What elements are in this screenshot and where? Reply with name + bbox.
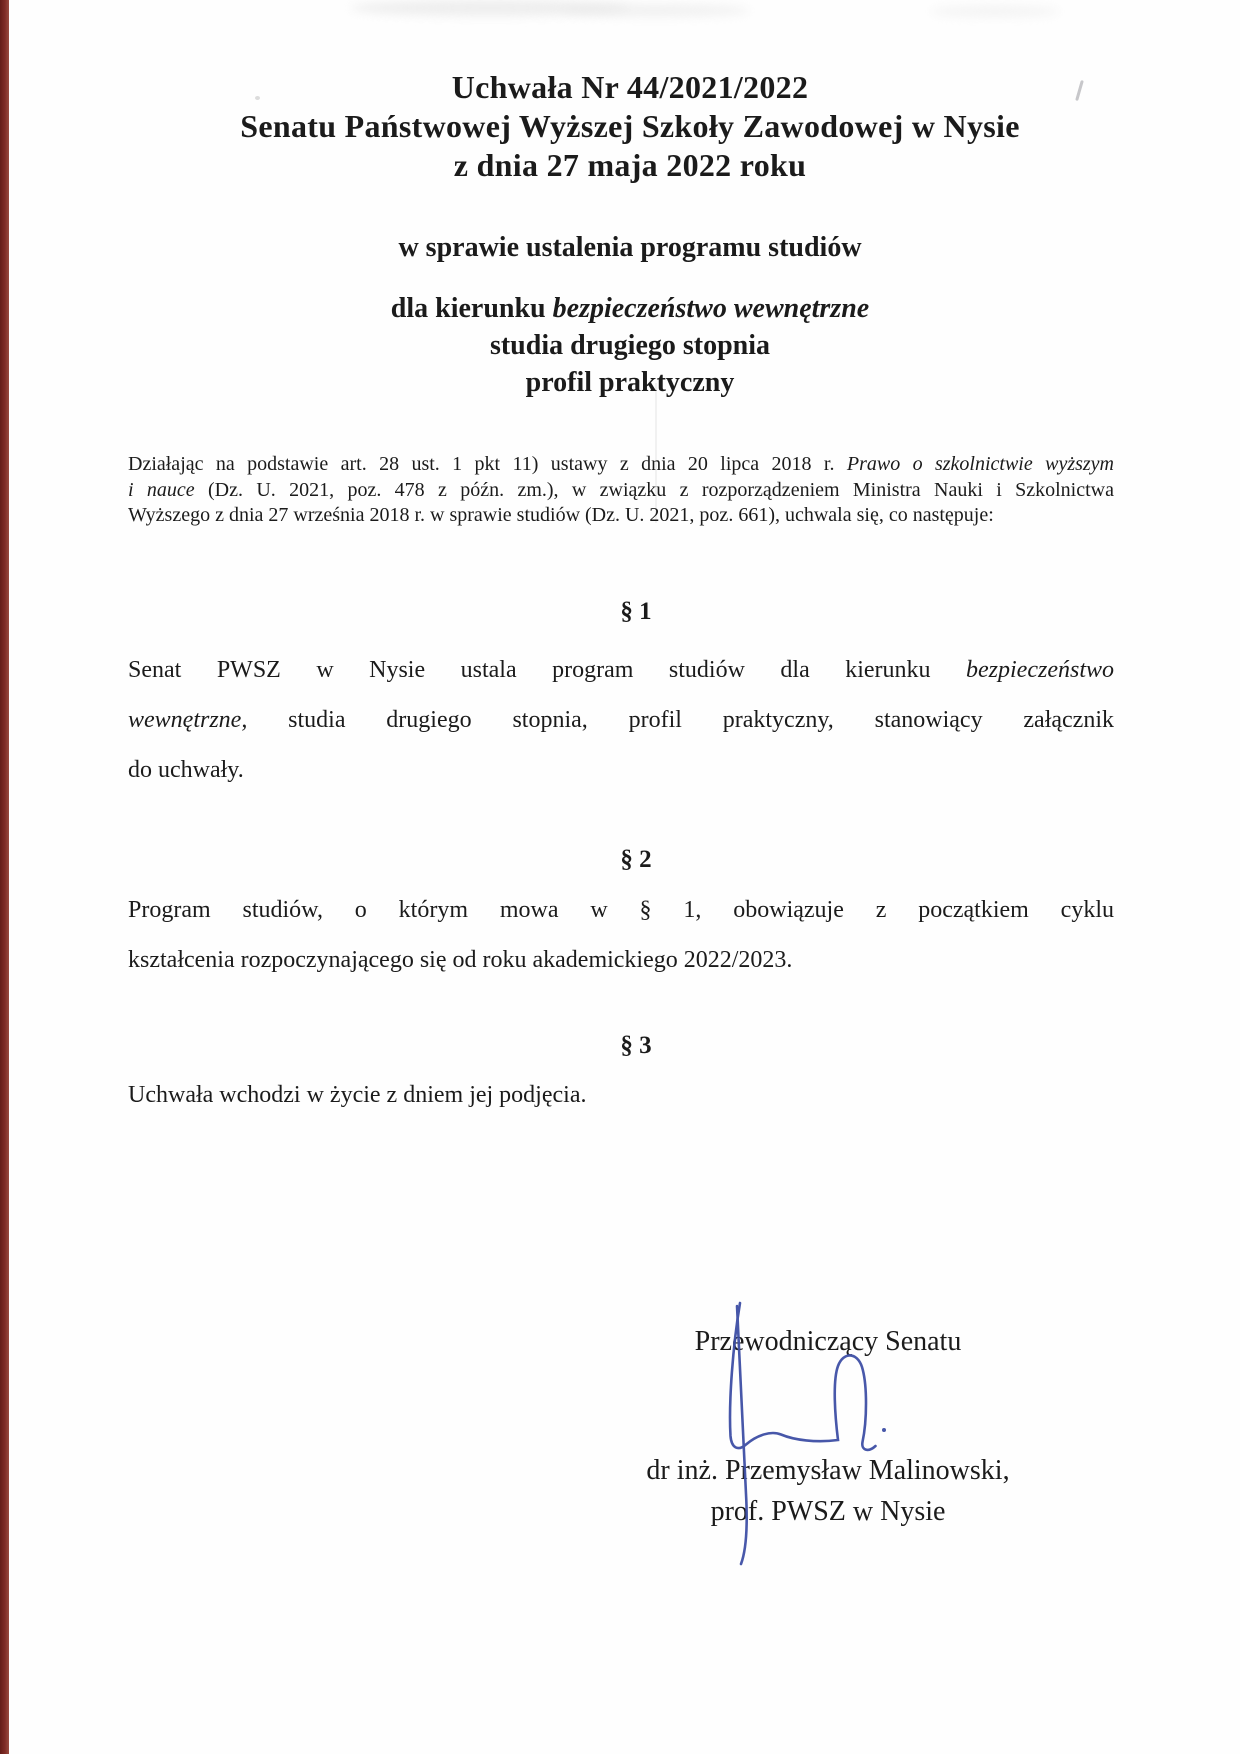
- paragraph-text: studia drugiego stopnia, profil praktyczny, stanowiący załącznik: [288, 707, 1114, 733]
- signature-role: Przewodniczący Senatu: [694, 1326, 962, 1357]
- legal-act-title: Prawo o szkolnictwie wyższym: [846, 453, 1114, 475]
- subject-block: [10, 290, 1240, 401]
- paragraph-line: kształcenia rozpoczynającego się od roku akademickiego 2022/2023.: [128, 947, 793, 973]
- legal-act-title: i nauce: [128, 478, 208, 501]
- paragraph-line: [128, 695, 1114, 745]
- scan-smudge: [930, 6, 1060, 17]
- legal-text: Działając na podstawie art. 28 ust. 1 pkt 11) ustawy z dnia 20 lipca 2018 r.: [128, 453, 847, 475]
- paragraph-line: do uchwały.: [128, 757, 244, 783]
- legal-line: Wyższego z dnia 27 września 2018 r. w sprawie studiów (Dz. U. 2021, poz. 661), uchwala się, co następuje:: [128, 504, 994, 526]
- field-of-study: wewnętrzne,: [128, 707, 289, 733]
- signature-affiliation: prof. PWSZ w Nysie: [710, 1496, 946, 1527]
- subject-field-line: [10, 290, 1240, 327]
- title-line-senate: Senatu Państwowej Wyższej Szkoły Zawodowej w Nysie: [240, 108, 1020, 144]
- paragraph-text: Senat PWSZ w Nysie ustala program studiów dla kierunku: [128, 657, 967, 683]
- title-line-number: Uchwała Nr 44/2021/2022: [451, 69, 809, 105]
- section-2-paragraph: [128, 885, 1114, 985]
- section-1-marker: § 1: [620, 598, 652, 625]
- section-3-paragraph: [128, 1070, 1114, 1120]
- scan-smudge: [560, 4, 750, 17]
- subject-field-name: bezpieczeństwo wewnętrzne: [552, 293, 870, 324]
- scan-edge-artifact: [0, 0, 9, 1754]
- section-2-marker: § 2: [620, 846, 652, 873]
- subject-profile-line: profil praktyczny: [525, 367, 735, 398]
- paragraph-line: Uchwała wchodzi w życie z dniem jej podjęcia.: [128, 1082, 587, 1108]
- signature-pen-dot: [882, 1428, 886, 1432]
- field-of-study: bezpieczeństwo: [966, 657, 1114, 683]
- paragraph-line: [128, 645, 1114, 695]
- legal-line: [128, 452, 1114, 478]
- section-1-paragraph: [128, 645, 1114, 795]
- legal-text: (Dz. U. 2021, poz. 478 z późn. zm.), w związku z rozporządzeniem Ministra Nauki i Szkolnictwa: [208, 478, 1114, 501]
- title-line-date: z dnia 27 maja 2022 roku: [453, 147, 807, 183]
- paragraph-line: Program studiów, o którym mowa w § 1, obowiązuje z początkiem cyklu: [128, 897, 1114, 923]
- subject-degree-line: studia drugiego stopnia: [489, 330, 771, 361]
- subject-field-prefix: dla kierunku: [390, 293, 553, 324]
- signature-name: dr inż. Przemysław Malinowski,: [646, 1455, 1010, 1486]
- document-title: [10, 68, 1240, 185]
- legal-line: [128, 478, 1114, 504]
- section-3-marker: § 3: [620, 1032, 652, 1059]
- subject-line: w sprawie ustalenia programu studiów: [398, 232, 862, 263]
- legal-basis-paragraph: [128, 452, 1114, 529]
